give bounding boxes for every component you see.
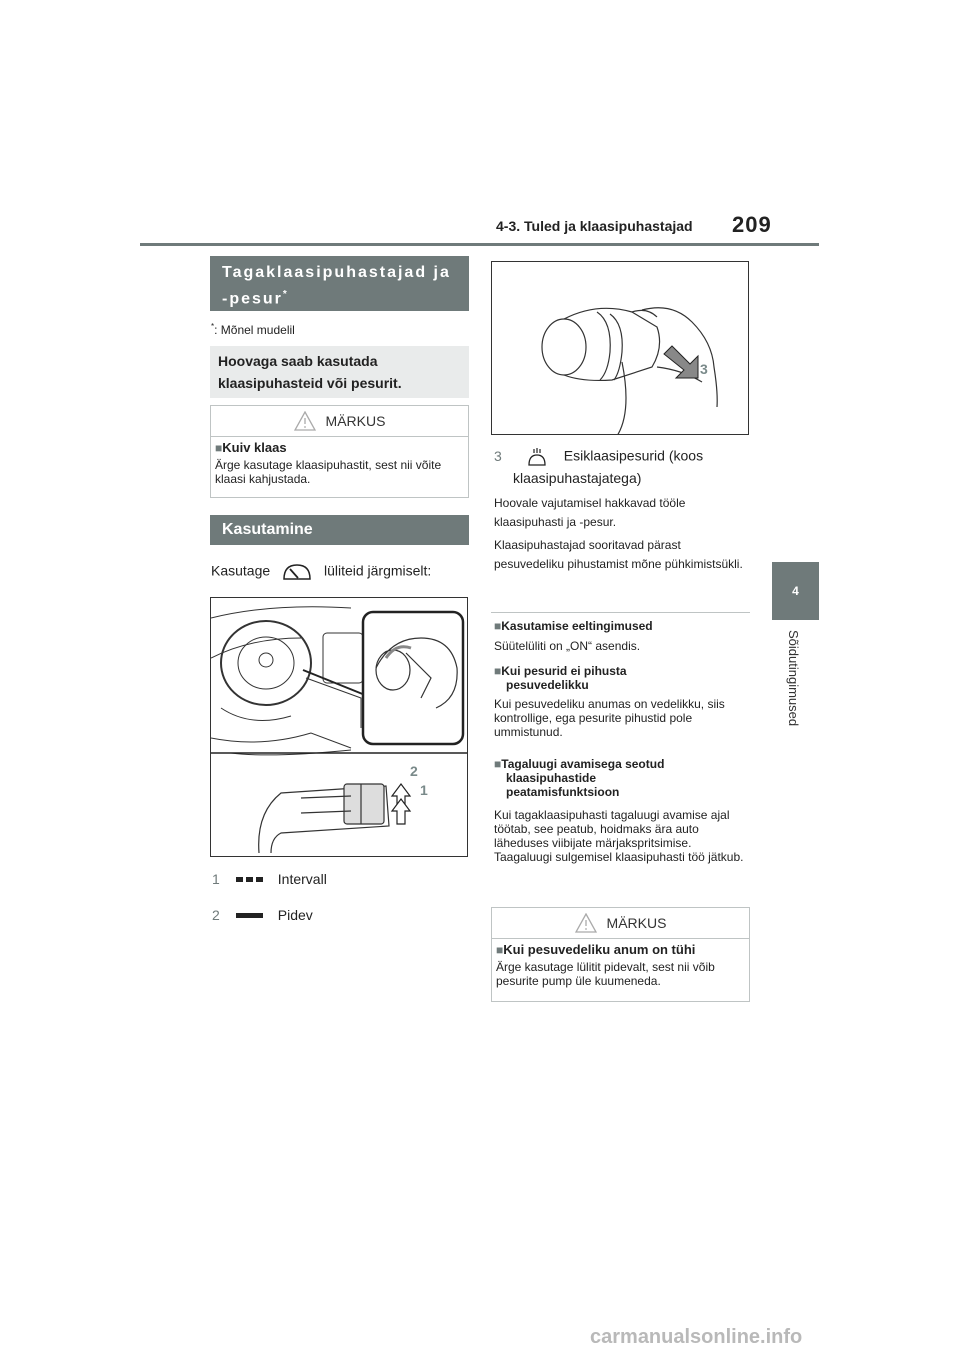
item-3 (494, 447, 703, 467)
square-bullet-icon: ■ (494, 664, 502, 678)
item-3-label-line2: klaasipuhastajatega) (513, 470, 642, 486)
footnote (211, 322, 295, 337)
bullet-3-title-l3: peatamisfunktsioon (506, 785, 620, 799)
warning-icon (294, 411, 316, 431)
chapter-title: Sõidutingimused (786, 630, 801, 727)
warning-icon (575, 913, 597, 933)
divider (491, 612, 750, 613)
legend-item-2 (212, 907, 313, 923)
use-instruction (211, 561, 431, 583)
figure-label-1: 1 (420, 782, 428, 798)
bullet-2-title-l1: Kui pesurid ei pihusta (501, 664, 627, 678)
section-header: 4-3. Tuled ja klaasipuhastajad (496, 218, 693, 234)
lever-figure (210, 597, 468, 857)
notice-bullet-title-1: Kuiv klaas (222, 440, 287, 455)
bullet-3-title-l2: klaasipuhastide (506, 771, 597, 785)
para-1: Hoovale vajutamisel hakkavad tööle klaasipuhasti ja -pesur. (494, 496, 686, 529)
footnote-text: : Mõnel mudelil (214, 323, 295, 337)
notice-text-1: Ärge kasutage klaasipuhastit, sest nii võite klaasi kahjustada. (215, 458, 442, 486)
summary-box: Hoovaga saab kasutada klaasipuhasteid või pesurit. (210, 346, 469, 398)
watermark: carmanualsonline.info (590, 1326, 803, 1348)
notice-heading-1 (211, 406, 468, 437)
chapter-tab: 4 (772, 562, 819, 620)
bullet-1-text: Süütelüliti on „ON“ asendis. (494, 639, 641, 653)
figure-label-2: 2 (410, 763, 418, 779)
notice-text-2: Ärge kasutage lülitit pidevalt, sest nii võib pesurite pump üle kuumeneda. (496, 960, 715, 988)
square-bullet-icon: ■ (494, 619, 502, 633)
square-bullet-icon: ■ (496, 943, 504, 957)
page-number: 209 (732, 212, 772, 237)
notice-heading-text-1: MÄRKUS (325, 413, 386, 429)
notice-heading-2 (492, 908, 749, 939)
title-sup: * (282, 289, 289, 300)
notice-box-2 (491, 907, 750, 1002)
legend-label-1: Intervall (277, 871, 327, 887)
washer-figure (491, 261, 749, 435)
item-3-label: Esiklaasipesurid (koos (563, 447, 704, 464)
legend-label-2: Pidev (277, 907, 313, 923)
use-pre: Kasutage (211, 562, 271, 579)
notice-bullet-title-2: Kui pesuvedeliku anum on tühi (503, 942, 696, 957)
square-bullet-icon: ■ (215, 441, 223, 455)
bullet-2-title-l2: pesuvedelikku (506, 678, 589, 692)
bullet-2-text: Kui pesuvedeliku anumas on vedelikku, siis kontrollige, ega pesurite pihustid pole ummistunud. (494, 697, 725, 739)
legend-num-1: 1 (212, 871, 220, 887)
section-title (210, 256, 469, 311)
intermittent-mark-icon (236, 877, 264, 883)
legend-item-1 (212, 871, 327, 887)
use-post: lüliteid järgmiselt: (323, 562, 432, 579)
bullet-1-title-text: Kasutamise eeltingimused (501, 619, 653, 633)
footnote-mark: * (211, 322, 215, 331)
notice-heading-text-2: MÄRKUS (606, 915, 667, 931)
bullet-3-title-l1: Tagaluugi avamisega seotud (501, 757, 665, 771)
washer-lever-illustration (492, 262, 749, 435)
title-line2: -pesur (222, 290, 283, 308)
notice-box-1 (210, 405, 469, 498)
figure-label-3: 3 (700, 361, 708, 377)
title-line1: Tagaklaasipuhastajad ja (222, 264, 451, 281)
legend-num-2: 2 (212, 907, 220, 923)
para-2: Klaasipuhastajad sooritavad pärast pesuvedeliku pihustamist mõne pühkimistsükli. (494, 538, 743, 571)
bullet-2-title (494, 664, 627, 692)
continuous-mark-icon (236, 913, 264, 919)
bullet-1-title (494, 619, 653, 633)
front-washer-icon (526, 447, 548, 467)
section-heading-kasutamine: Kasutamine (210, 515, 469, 545)
car-interior-illustration (211, 598, 468, 857)
bullet-3-text: Kui tagaklaasipuhasti tagaluugi avamise ajal töötab, see peatub, hoidmaks ära auto läheduses viibijate märjakspritsimise. Taagaluugi sulgemisel klaasipuhasti töö jätkub. (494, 808, 744, 864)
square-bullet-icon: ■ (494, 757, 502, 771)
header-rule (140, 243, 819, 246)
rear-wiper-icon (282, 561, 312, 583)
item-3-num: 3 (494, 447, 502, 464)
bullet-3-title (494, 757, 664, 799)
